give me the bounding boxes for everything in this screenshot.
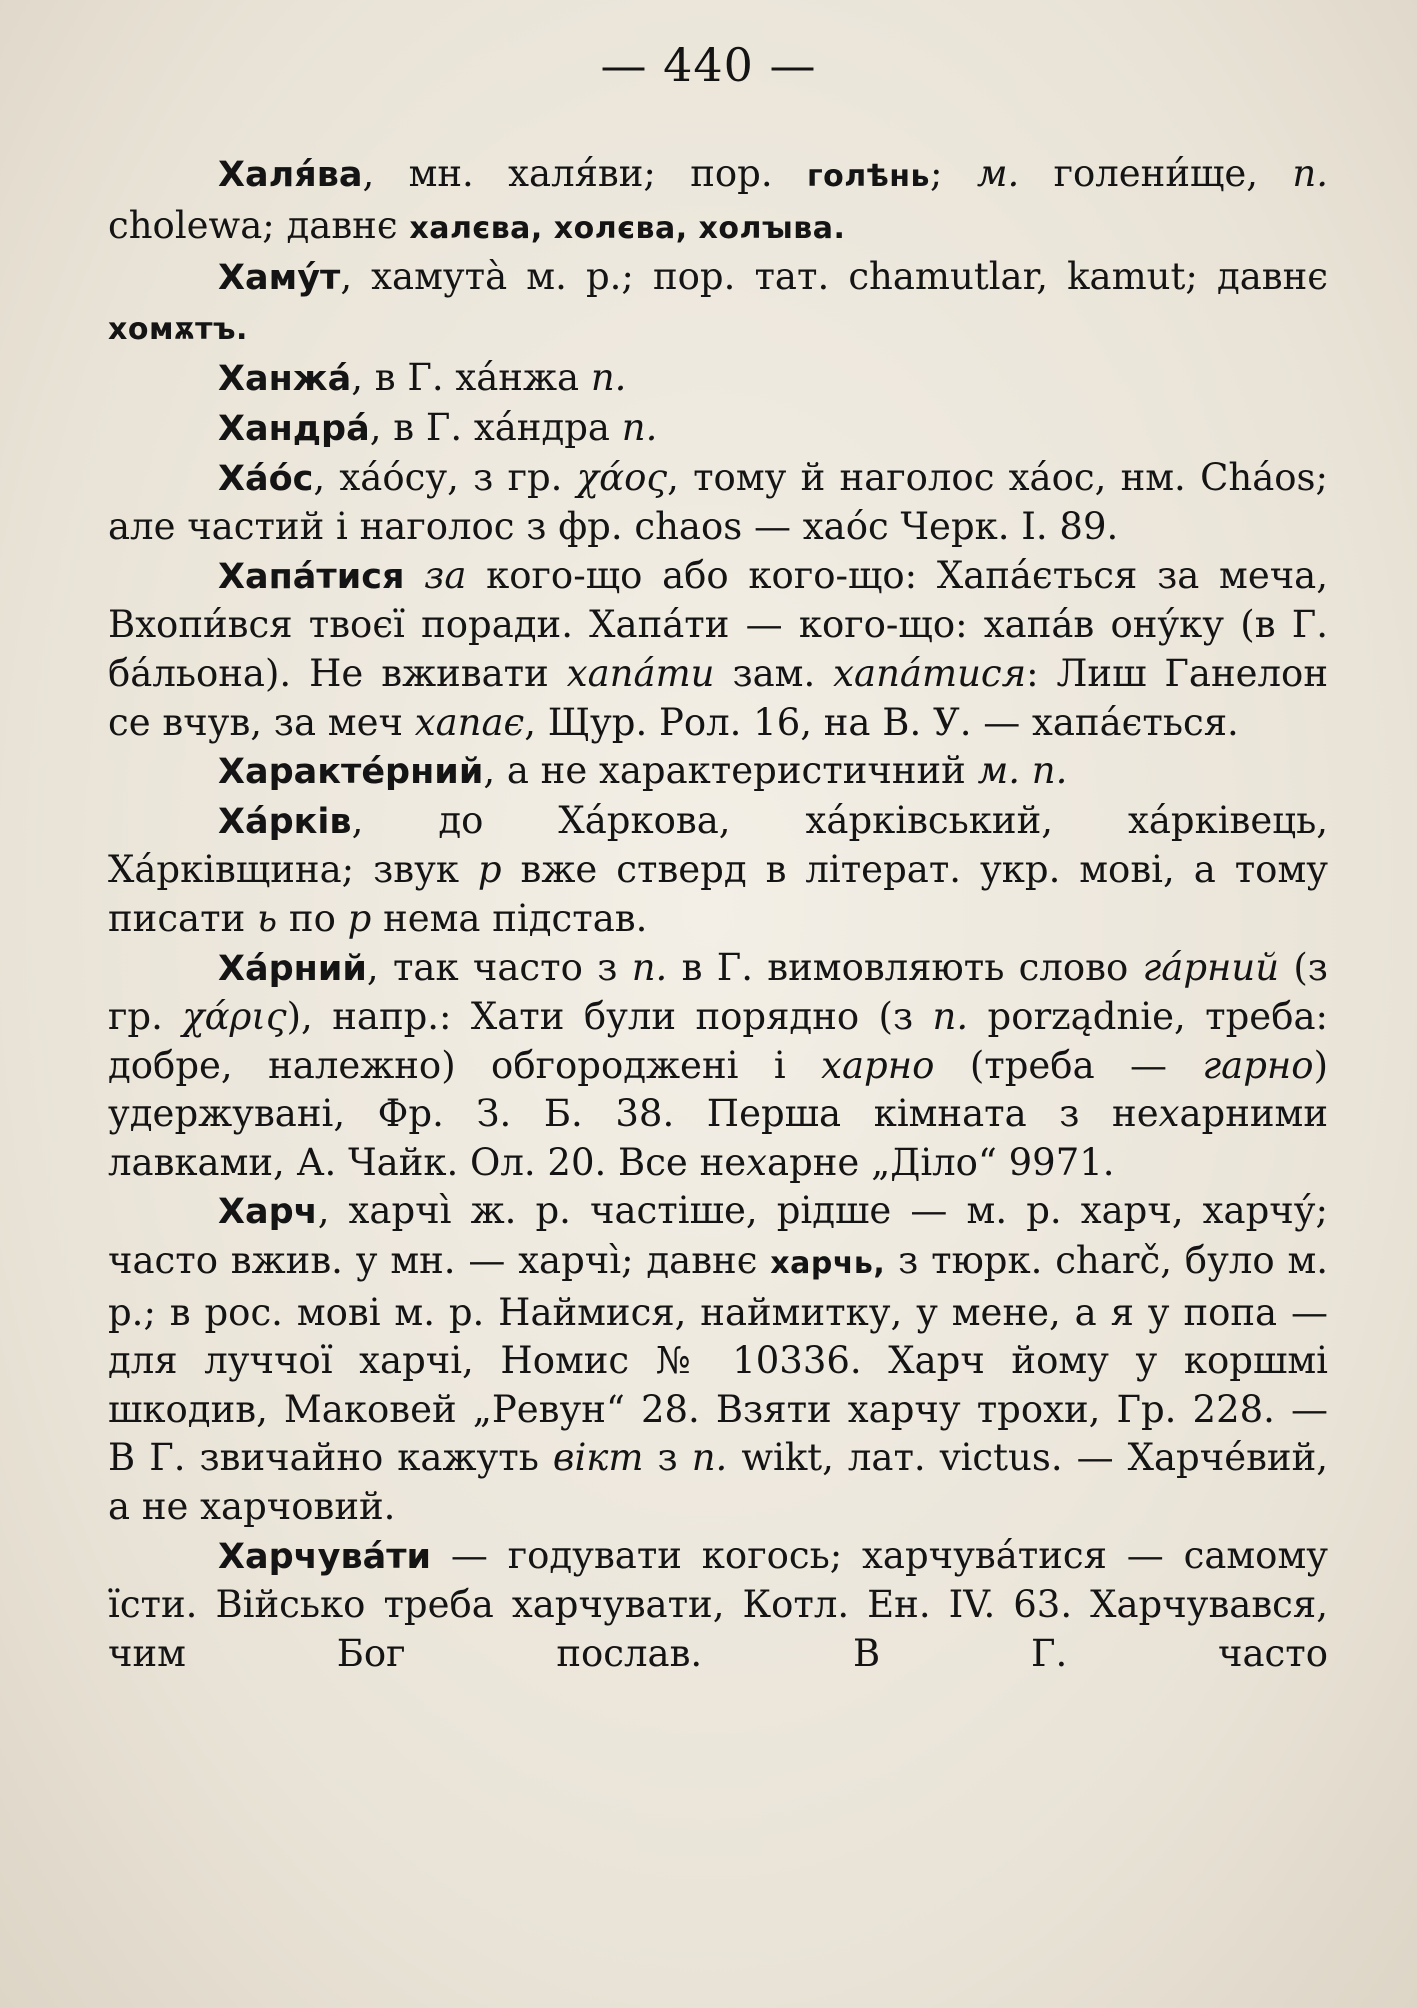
italic-text: χάος	[576, 455, 668, 499]
italic-text: п.	[590, 356, 627, 400]
entry-text: (треба —	[934, 1043, 1203, 1087]
entry-text: нема підстав.	[371, 896, 648, 940]
italic-text: м.	[976, 152, 1020, 195]
italic-text: ь	[257, 896, 278, 940]
dictionary-entry	[108, 253, 1328, 354]
entry-text: , так часто з	[366, 945, 632, 989]
entry-text: арними лавками, А. Чайк. Ол. 20. Все не	[108, 1092, 1328, 1184]
entry-headword: Хаму́т	[218, 258, 341, 299]
entry-text: (з гр.	[108, 945, 1328, 1039]
entry-headword: Характе́рний	[218, 752, 484, 793]
italic-text: хапа́ти	[566, 651, 715, 695]
entry-text: , харчі̀ ж. р. частіше, рідше — м. р. харч, харчу́; часто вжив. у мн. — харчі̀; давнє	[108, 1189, 1328, 1283]
italic-text: за	[424, 553, 467, 597]
dictionary-entry	[108, 1532, 1328, 1679]
italic-text: харно	[821, 1043, 935, 1087]
italic-text: м. п.	[977, 749, 1068, 793]
italic-text: вікт	[552, 1436, 644, 1480]
entry-headword: Ха́рків	[218, 801, 352, 842]
entry-text: ) удержувані, Фр. З. Б. 38. Перша кімната з не	[108, 1043, 1329, 1136]
entry-text	[404, 554, 424, 597]
old-slavonic-text: халєва, холєва, холꙑва.	[409, 210, 846, 246]
entry-headword: Хандра́	[218, 408, 370, 449]
italic-text: га́рний	[1142, 945, 1280, 989]
entry-headword: Харчува́ти	[218, 1536, 432, 1577]
entry-text: ;	[929, 152, 977, 195]
italic-text: хапає	[414, 700, 525, 744]
dictionary-entry	[108, 552, 1328, 747]
italic-text: р	[477, 848, 502, 892]
entry-text: ), напр.: Хати були порядно (з	[286, 995, 933, 1039]
entry-text: вже стверд в літерат. укр. мові, а тому писати	[108, 848, 1328, 940]
entry-text: wikt, лат. victus. — Харче́вий, а не харчовий.	[108, 1436, 1328, 1529]
entry-text: porządnie, треба: добре, належно) обгороджені і	[108, 995, 1328, 1087]
dictionary-entry	[108, 944, 1328, 1188]
entry-text: , тому й наголос ха́ос, нм. Cháos; але частий і наголос з фр. chaos — хао́с Черк. І. 89.	[108, 455, 1328, 549]
entry-text: по	[277, 896, 348, 940]
entry-text: , хамута̀ м. р.; пор. тат. chamutlar, kamut; давнє	[340, 255, 1328, 299]
entry-text: , Щур. Рол. 16, на В. У. — хапа́ється.	[524, 700, 1239, 744]
entry-headword: Ханжа́	[218, 359, 352, 400]
entry-text: голени́ще,	[1019, 152, 1293, 195]
entry-text: зам.	[714, 651, 834, 695]
dictionary-entry	[108, 354, 1328, 404]
entry-text: арне „Діло“ 9971.	[767, 1140, 1115, 1184]
italic-text: п.	[932, 995, 969, 1039]
entry-text: , мн. халя́ви; пор.	[362, 152, 807, 195]
italic-text: х	[746, 1140, 768, 1184]
old-slavonic-text: голѣнь	[806, 159, 930, 194]
italic-text: χάρις	[182, 995, 287, 1039]
italic-text: п.	[631, 945, 668, 989]
entry-text: cholewa; давнє	[108, 203, 410, 247]
entry-text: , в Г. ха́ндра	[369, 405, 622, 449]
entry-text: в Г. вимовляють слово	[667, 945, 1143, 989]
entry-text: з тюрк. charč, було м. р.; в рос. мові м. р. Наймися, наймитку, у мене, а я у попа — для луччої харчі, Номис № 10336. Харч йому у коршмі шкодив, Маковей „Ревун“ 28. Взяти харчу трохи, Гр. 228. — В Г. звичайно кажуть	[108, 1239, 1328, 1480]
entry-text: кого-що або кого-що: Хапа́ється за меча, Вхопи́вся твоєї поради. Хапа́ти — кого-що: хапа́в ону́ку (в Г. ба́льона). Не вживати	[108, 553, 1329, 695]
page-number: — 440 —	[600, 38, 817, 92]
dictionary-entry	[108, 1187, 1328, 1531]
entry-text: , в Г. ха́нжа	[351, 356, 591, 400]
old-slavonic-text: харчь,	[770, 1246, 886, 1282]
entry-text: , а не характеристичний	[483, 749, 978, 793]
italic-text: р	[347, 896, 372, 940]
entry-text: з	[643, 1436, 692, 1480]
entry-headword: Харч	[218, 1192, 318, 1233]
italic-text: х	[1158, 1092, 1180, 1136]
dictionary-entry	[108, 404, 1328, 454]
entry-text: — годувати когось; харчува́тися — самому їсти. Військо треба харчувати, Котл. Ен. IV. 63. Харчувався, чим Бог послав. В Г. часто	[108, 1533, 1328, 1675]
dictionary-entry	[108, 797, 1328, 944]
entry-headword: Ха́о́с	[218, 458, 314, 499]
page-body	[108, 150, 1328, 1678]
italic-text: п.	[691, 1436, 728, 1480]
old-slavonic-text: хомѫтъ.	[108, 311, 248, 347]
entry-headword: Хапа́тися	[218, 556, 405, 597]
italic-text: п.	[1292, 152, 1328, 195]
entry-headword: Ха́рний	[218, 948, 367, 989]
entry-text: , ха́о́су, з гр.	[313, 455, 577, 499]
italic-text: п.	[621, 405, 658, 449]
dictionary-entry	[108, 747, 1328, 797]
italic-text: гарно	[1202, 1043, 1314, 1087]
entry-headword: Халя́ва	[218, 155, 363, 195]
dictionary-entry	[108, 454, 1328, 552]
entry-text: : Лиш Ганелон се вчув, за меч	[108, 651, 1328, 744]
entry-text: , до Ха́ркова, ха́рківський, ха́рківець, Ха́рківщина; звук	[108, 798, 1328, 892]
italic-text: хапа́тися	[833, 651, 1027, 695]
dictionary-entry	[108, 150, 1328, 253]
